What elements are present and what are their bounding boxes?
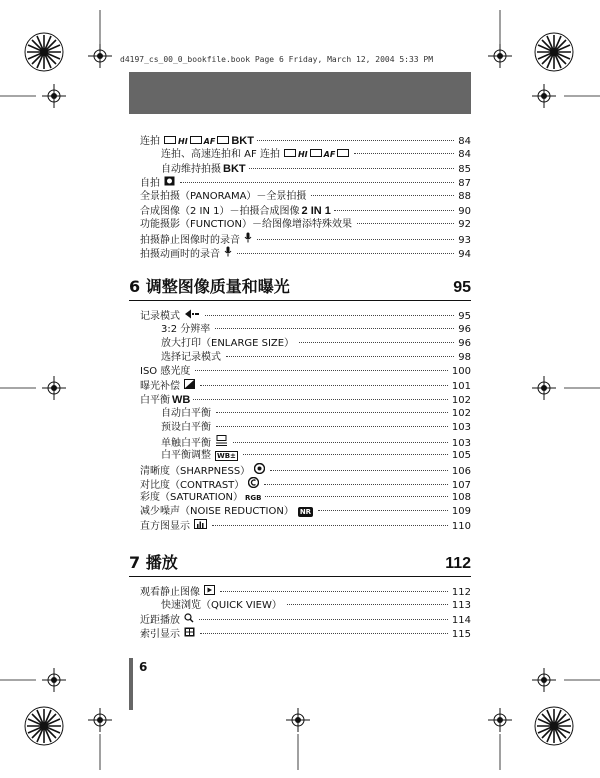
toc-entry-text: 观看静止图像 — [140, 587, 200, 598]
toc-page-number: 84 — [458, 149, 471, 160]
toc-row[interactable] — [140, 407, 471, 421]
toc-entry-text: 自拍 — [140, 178, 160, 189]
histogram-icon — [194, 519, 207, 529]
toc-row[interactable] — [140, 519, 471, 533]
toc-entry-text: 白平衡调整 — [161, 450, 211, 461]
toc-row[interactable] — [140, 148, 471, 162]
drive-sequential-icon — [164, 136, 176, 144]
leader-dots — [200, 633, 448, 634]
self-timer-icon — [164, 176, 175, 186]
leader-dots — [257, 239, 454, 240]
toc-row[interactable] — [140, 463, 471, 477]
toc-page-number: 94 — [458, 249, 471, 260]
leader-dots — [311, 195, 454, 196]
2in1-label: 2 IN 1 — [301, 205, 331, 217]
hi-sequential-icon — [310, 149, 322, 157]
leader-dots — [354, 153, 454, 154]
print-header: d4197_cs_00_0_bookfile.book Page 6 Friday, March 12, 2004 5:33 PM — [120, 55, 434, 64]
toc-row[interactable] — [140, 477, 471, 491]
toc-page-number: 114 — [451, 615, 471, 626]
toc-page-number: 106 — [451, 466, 471, 477]
toc-row[interactable] — [140, 162, 471, 176]
toc-entry-text: 全景拍摄（PANORAMA）－全景拍摄 — [140, 191, 307, 202]
bkt-icon: BKT — [231, 135, 254, 147]
hi-sequential-label: HI — [297, 150, 308, 159]
leader-dots — [200, 385, 448, 386]
toc-entry-text: 曝光补偿 — [140, 381, 180, 392]
leader-dots — [237, 253, 454, 254]
toc-row[interactable] — [140, 491, 471, 505]
toc-entry-text: 拍摄动画时的录音 — [140, 249, 220, 260]
toc-entry-text: 拍摄静止图像时的录音 — [140, 235, 240, 246]
toc-row[interactable] — [140, 613, 471, 627]
toc-row[interactable] — [140, 246, 471, 260]
footer-side-bar — [129, 658, 133, 710]
contrast-icon — [248, 477, 259, 488]
toc-row[interactable] — [140, 585, 471, 599]
magnify-icon — [184, 613, 194, 623]
toc-page-number: 105 — [451, 450, 471, 461]
toc-page-number: 112 — [451, 587, 471, 598]
leader-dots — [226, 356, 454, 357]
leader-dots — [193, 399, 448, 400]
leader-dots — [216, 426, 448, 427]
section-title: 7 播放 — [129, 553, 178, 572]
one-touch-wb-icon — [215, 435, 228, 446]
toc-page-number: 95 — [458, 311, 471, 322]
toc-page-number: 88 — [458, 191, 471, 202]
toc-entry-text: 白平衡 — [140, 395, 170, 406]
toc-entry-text: 对比度（CONTRAST） — [140, 480, 245, 491]
toc-entry-text: 彩度（SATURATION） — [140, 492, 244, 503]
drive-sequential-icon — [284, 149, 296, 157]
af-sequential-label: AF — [203, 137, 216, 146]
toc-row[interactable] — [140, 176, 471, 190]
toc-row[interactable] — [140, 232, 471, 246]
playback-icon — [204, 585, 215, 595]
toc-page-number: 87 — [458, 178, 471, 189]
toc-page-number: 98 — [458, 352, 471, 363]
toc-entry-text: 预设白平衡 — [161, 422, 211, 433]
toc-row[interactable] — [140, 190, 471, 204]
toc-page-number: 102 — [451, 395, 471, 406]
record-mode-icon — [184, 309, 200, 319]
toc-page-number: 103 — [451, 422, 471, 433]
toc-entry-text: ISO 感光度 — [140, 366, 191, 377]
toc-row[interactable] — [140, 337, 471, 351]
toc-entry-text: 快速浏览（QUICK VIEW） — [161, 600, 282, 611]
toc-row[interactable] — [140, 421, 471, 435]
toc-entry-text: 单触白平衡 — [161, 438, 211, 449]
toc-block-2 — [140, 309, 471, 533]
leader-dots — [270, 470, 448, 471]
toc-row[interactable] — [140, 365, 471, 379]
toc-page-number: 96 — [458, 324, 471, 335]
toc-row[interactable] — [140, 449, 471, 463]
toc-page-number: 108 — [451, 492, 471, 503]
leader-dots — [199, 619, 448, 620]
toc-entry-text: 选择记录模式 — [161, 352, 221, 363]
toc-entry-text: 减少噪声（NOISE REDUCTION） — [140, 506, 294, 517]
leader-dots — [257, 140, 454, 141]
hi-sequential-icon — [190, 136, 202, 144]
toc-block-1 — [140, 134, 471, 260]
toc-entry-text: 直方图显示 — [140, 521, 190, 532]
toc-page-number: 92 — [458, 219, 471, 230]
leader-dots — [212, 525, 448, 526]
leader-dots — [243, 454, 448, 455]
toc-page-number: 93 — [458, 235, 471, 246]
leader-dots — [216, 412, 448, 413]
wb-adjust-icon: WB± — [217, 452, 236, 460]
page-number: 6 — [139, 660, 148, 674]
toc-page-number: 100 — [451, 366, 471, 377]
toc-row[interactable] — [140, 218, 471, 232]
bkt-icon: BKT — [223, 163, 246, 175]
toc-page-number: 85 — [458, 164, 471, 175]
toc-row[interactable] — [140, 599, 471, 613]
toc-entry-text: 记录模式 — [140, 311, 180, 322]
toc-entry-text: 合成图像（2 IN 1）－拍摄合成图像 — [140, 206, 300, 217]
leader-dots — [265, 496, 448, 497]
toc-entry-text: 自动白平衡 — [161, 408, 211, 419]
section-title: 6 调整图像质量和曝光 — [129, 277, 290, 296]
leader-dots — [334, 210, 454, 211]
leader-dots — [299, 342, 454, 343]
toc-entry-text: 连拍、高速连拍和 AF 连拍 — [161, 149, 280, 160]
microphone-icon — [224, 246, 232, 257]
toc-entry-text: 3:2 分辨率 — [161, 324, 211, 335]
toc-page-number: 103 — [451, 438, 471, 449]
toc-row[interactable] — [140, 134, 471, 148]
microphone-icon — [244, 232, 252, 243]
wb-icon: WB — [172, 394, 191, 406]
exposure-compensation-icon — [184, 379, 195, 389]
leader-dots — [205, 315, 454, 316]
toc-entry-text: 连拍 — [140, 136, 160, 147]
toc-row[interactable] — [140, 505, 471, 519]
toc-row[interactable] — [140, 323, 471, 337]
leader-dots — [220, 591, 448, 592]
index-display-icon — [184, 627, 195, 637]
noise-reduction-icon: NR — [299, 508, 312, 516]
leader-dots — [249, 168, 455, 169]
toc-entry-text: 索引显示 — [140, 629, 180, 640]
toc-page-number: 113 — [451, 600, 471, 611]
leader-dots — [287, 604, 448, 605]
toc-row[interactable] — [140, 435, 471, 449]
toc-row[interactable] — [140, 627, 471, 641]
leader-dots — [318, 510, 448, 511]
af-sequential-icon — [337, 149, 349, 157]
toc-page-number: 115 — [451, 629, 471, 640]
toc-entry-text: 自动维持拍摄 — [161, 164, 221, 175]
toc-entry-text: 放大打印（ENLARGE SIZE） — [161, 338, 295, 349]
leader-dots — [233, 442, 448, 443]
toc-page-number: 107 — [451, 480, 471, 491]
toc-row[interactable] — [140, 204, 471, 218]
toc-row[interactable] — [140, 393, 471, 407]
hi-sequential-label: HI — [178, 137, 188, 146]
section-heading-7[interactable] — [129, 550, 471, 577]
toc-page-number: 90 — [458, 206, 471, 217]
toc-row[interactable] — [140, 309, 471, 323]
sharpness-icon — [254, 463, 265, 474]
toc-page-number: 102 — [451, 408, 471, 419]
toc-block-3 — [140, 585, 471, 641]
toc-entry-text: 功能摄影（FUNCTION）－给图像增添特殊效果 — [140, 219, 352, 230]
af-sequential-icon — [217, 136, 229, 144]
af-sequential-label: AF — [323, 150, 336, 159]
toc-row[interactable] — [140, 379, 471, 393]
toc-page-number: 110 — [451, 521, 471, 532]
section-page-number: 112 — [445, 555, 471, 572]
leader-dots — [264, 484, 448, 485]
header-bar — [129, 72, 471, 114]
toc-row[interactable] — [140, 351, 471, 365]
leader-dots — [195, 370, 448, 371]
toc-entry-text: 清晰度（SHARPNESS） — [140, 466, 251, 477]
section-page-number: 95 — [453, 279, 471, 296]
leader-dots — [180, 182, 454, 183]
section-heading-6[interactable] — [129, 274, 471, 301]
saturation-icon: RGB — [245, 494, 262, 502]
toc-page-number: 109 — [451, 506, 471, 517]
toc-page-number: 101 — [451, 381, 471, 392]
leader-dots — [357, 223, 454, 224]
toc-page-number: 96 — [458, 338, 471, 349]
toc-page-number: 84 — [458, 136, 471, 147]
toc-entry-text: 近距播放 — [140, 615, 180, 626]
leader-dots — [215, 328, 454, 329]
